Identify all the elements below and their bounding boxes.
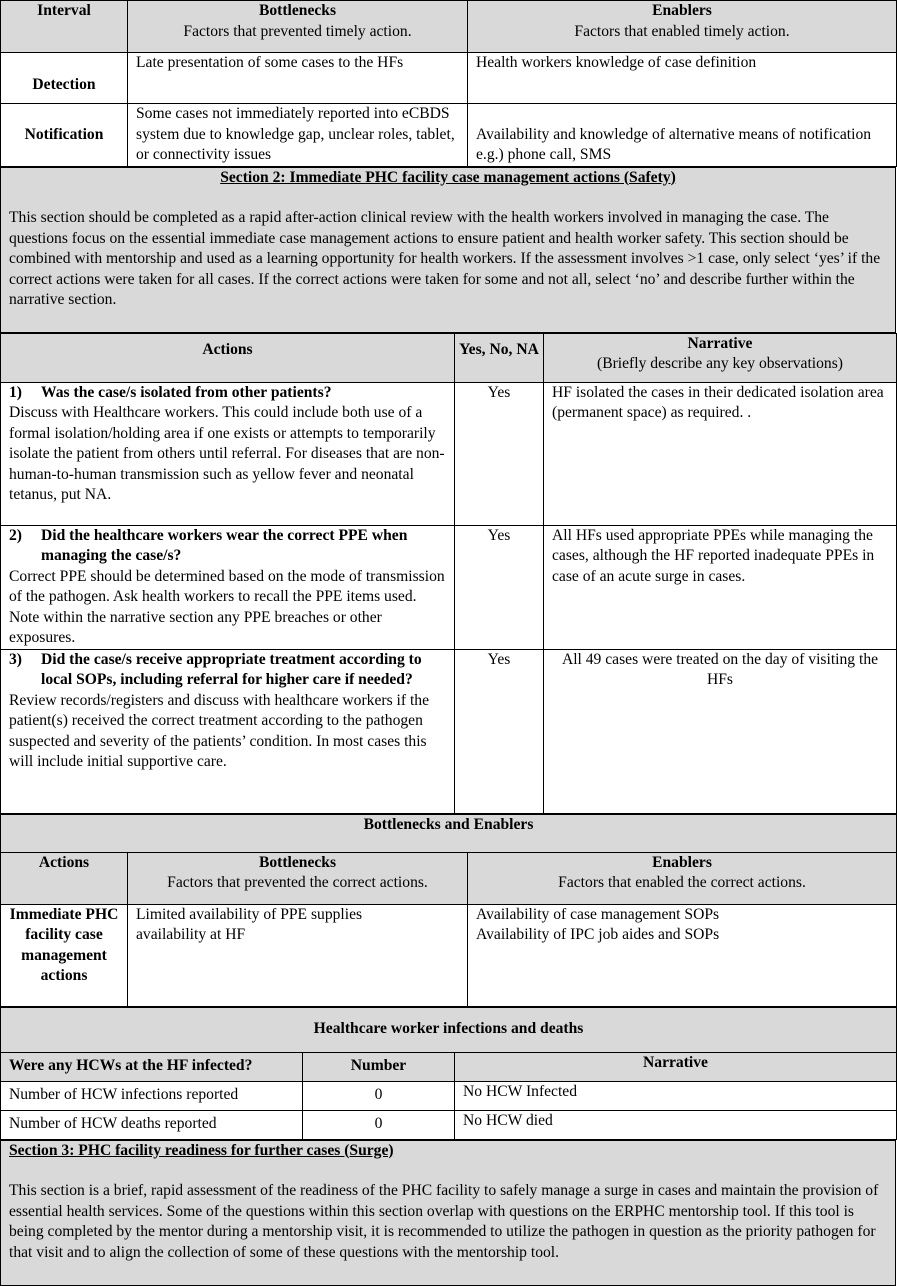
hcw-question-header: Were any HCWs at the HF infected?: [1, 1052, 303, 1081]
question-text: 3) Did the case/s receive appropriate treatment according to local SOPs, including referral for higher care if needed?: [9, 650, 422, 688]
be-bottleneck-line: availability at HF: [136, 926, 246, 943]
hcw-title: Healthcare worker infections and deaths: [1, 1007, 897, 1052]
interval-header: Interval: [1, 1, 128, 53]
section2-intro: This section should be completed as a rapid after-action clinical review with the health workers involved in managing the case. The questions focus on the essential immediate case management actions to ensure patient and health worker safety. This section should be combined with mentorship and used as a learning opportunity for health workers. If the assessment involves >1 case, only select ‘yes’ if the correct actions were taken for all cases. If the correct actions were taken for some and not all, select ‘no’ and describe further within the narrative section.: [9, 209, 881, 308]
question-text: 1) Was the case/s isolated from other patients?: [9, 383, 446, 404]
narrative-header-sub: (Briefly describe any key observations): [597, 355, 843, 372]
question-number: 2): [9, 526, 22, 544]
section2-cell: [1, 167, 896, 332]
be-title: Bottlenecks and Enablers: [1, 814, 897, 852]
section3-box: [0, 1140, 896, 1286]
section3-title: Section 3: PHC facility readiness for further cases (Surge): [9, 1141, 394, 1159]
actions-header-row: [1, 333, 897, 382]
bottlenecks-header-title: Bottlenecks: [258, 2, 337, 19]
hcw-row-label: Number of HCW infections reported: [1, 1081, 303, 1110]
narrative-cell: All 49 cases were treated on the day of visiting the HFs: [544, 649, 897, 813]
table-row: [1, 649, 897, 813]
yesno-header: Yes, No, NA: [455, 333, 544, 382]
enabler-cell: Health workers knowledge of case definition: [468, 53, 897, 104]
be-header-row: [1, 852, 897, 904]
actions-header: Actions: [1, 333, 455, 382]
narrative-header: [544, 333, 897, 382]
interval-cell: Detection: [1, 53, 128, 104]
table-row: [1, 53, 897, 104]
section2-title: Section 2: Immediate PHC facility case management actions (Safety): [220, 168, 676, 186]
enablers-header: [468, 1, 897, 53]
be-enablers-title: Enablers: [652, 853, 712, 871]
be-enablers-sub: Factors that enabled the correct actions.: [558, 874, 806, 891]
actions-table: [0, 333, 897, 814]
table-row: [1, 382, 897, 525]
hcw-row-label: Number of HCW deaths reported: [1, 1110, 303, 1139]
be-enabler-line: Availability of case management SOPs: [476, 905, 720, 923]
section3-cell: [1, 1140, 896, 1285]
be-bottlenecks-title: Bottlenecks: [258, 853, 337, 871]
question-text: 2) Did the healthcare workers wear the correct PPE when managing the case/s?: [9, 526, 408, 564]
enabler-cell: Availability and knowledge of alternative means of notification e.g.) phone call, SMS: [468, 104, 897, 167]
interval-table: [0, 0, 897, 167]
question-number: 1): [9, 383, 22, 401]
question-detail: Review records/registers and discuss with healthcare workers if the patient(s) received the correct treatment according to the pathogen suspected and severity of the patients’ condition. In most cases this will include initial supportive care.: [9, 691, 430, 770]
question-number: 3): [9, 650, 22, 668]
action-cell: [1, 649, 455, 813]
bottlenecks-header: [128, 1, 468, 53]
be-bottlenecks-sub: Factors that prevented the correct actions.: [167, 874, 428, 891]
be-enablers-header: [468, 852, 897, 904]
narrative-cell: All HFs used appropriate PPEs while managing the cases, although the HF reported inadequate PPEs in case of an acute surge in cases.: [544, 525, 897, 649]
question-detail: Discuss with Healthcare workers. This could include both use of a formal isolation/holding area if one exists or attempts to temporarily isolate the patient from others until referral. For diseases that are non-human-to-human transmission such as yellow fever and neonatal tetanus, put NA.: [9, 404, 445, 503]
bottleneck-cell: Some cases not immediately reported into eCBDS system due to knowledge gap, unclear roles, tablet, or connectivity issues: [128, 104, 468, 167]
hcw-row-narrative: No HCW died: [455, 1110, 897, 1139]
section2-box: [0, 167, 896, 333]
answer-cell: Yes: [455, 525, 544, 649]
hcw-row-narrative: No HCW Infected: [455, 1081, 897, 1110]
interval-header-row: [1, 1, 897, 53]
table-row: [1, 1081, 897, 1110]
be-bottlenecks-header: [128, 852, 468, 904]
question-detail: Correct PPE should be determined based on the mode of transmission of the pathogen. Ask health workers to recall the PPE items used. Note within the narrative section any PPE breaches or other exposures.: [9, 567, 445, 646]
enablers-header-sub: Factors that enabled timely action.: [574, 22, 790, 40]
be-actions-header: Actions: [1, 852, 128, 904]
answer-cell: Yes: [455, 382, 544, 525]
be-bottleneck-line: Limited availability of PPE supplies: [136, 905, 363, 923]
narrative-header-title: Narrative: [687, 334, 753, 352]
hcw-infections-table: [0, 1007, 897, 1140]
enablers-header-title: Enablers: [652, 2, 712, 19]
hcw-row-number: 0: [303, 1110, 455, 1139]
table-row: [1, 1110, 897, 1139]
table-row: [1, 904, 897, 1006]
interval-cell: Notification: [1, 104, 128, 167]
section3-intro: This section is a brief, rapid assessment of the readiness of the PHC facility to safely manage a surge in cases and maintain the provision of essential health services. Some of the questions within this section overlap with questions on the ERPHC mentorship tool. If this tool is being completed by the mentor during a mentorship visit, it is recommended to utilize the pathogen in question as the priority pathogen for that visit and to align the collection of some of these questions with the mentorship tool.: [9, 1182, 879, 1261]
be-title-row: [1, 814, 897, 852]
bottleneck-cell: Late presentation of some cases to the HFs: [128, 53, 468, 104]
table-row: [1, 104, 897, 167]
narrative-cell: HF isolated the cases in their dedicated isolation area (permanent space) as required. .: [544, 382, 897, 525]
hcw-row-number: 0: [303, 1081, 455, 1110]
hcw-narrative-header: Narrative: [455, 1052, 897, 1081]
hcw-title-row: [1, 1007, 897, 1052]
bottlenecks-enablers-table: [0, 814, 897, 1007]
be-enabler-line: Availability of IPC job aides and SOPs: [476, 926, 720, 943]
table-row: [1, 525, 897, 649]
answer-cell: Yes: [455, 649, 544, 813]
hcw-number-header: Number: [303, 1052, 455, 1081]
be-row-label: Immediate PHC facility case management actions: [1, 904, 128, 1006]
be-bottleneck-cell: [128, 904, 468, 1006]
bottlenecks-header-sub: Factors that prevented timely action.: [183, 22, 412, 40]
hcw-header-row: [1, 1052, 897, 1081]
action-cell: [1, 382, 455, 525]
be-enabler-cell: [468, 904, 897, 1006]
action-cell: [1, 525, 455, 649]
